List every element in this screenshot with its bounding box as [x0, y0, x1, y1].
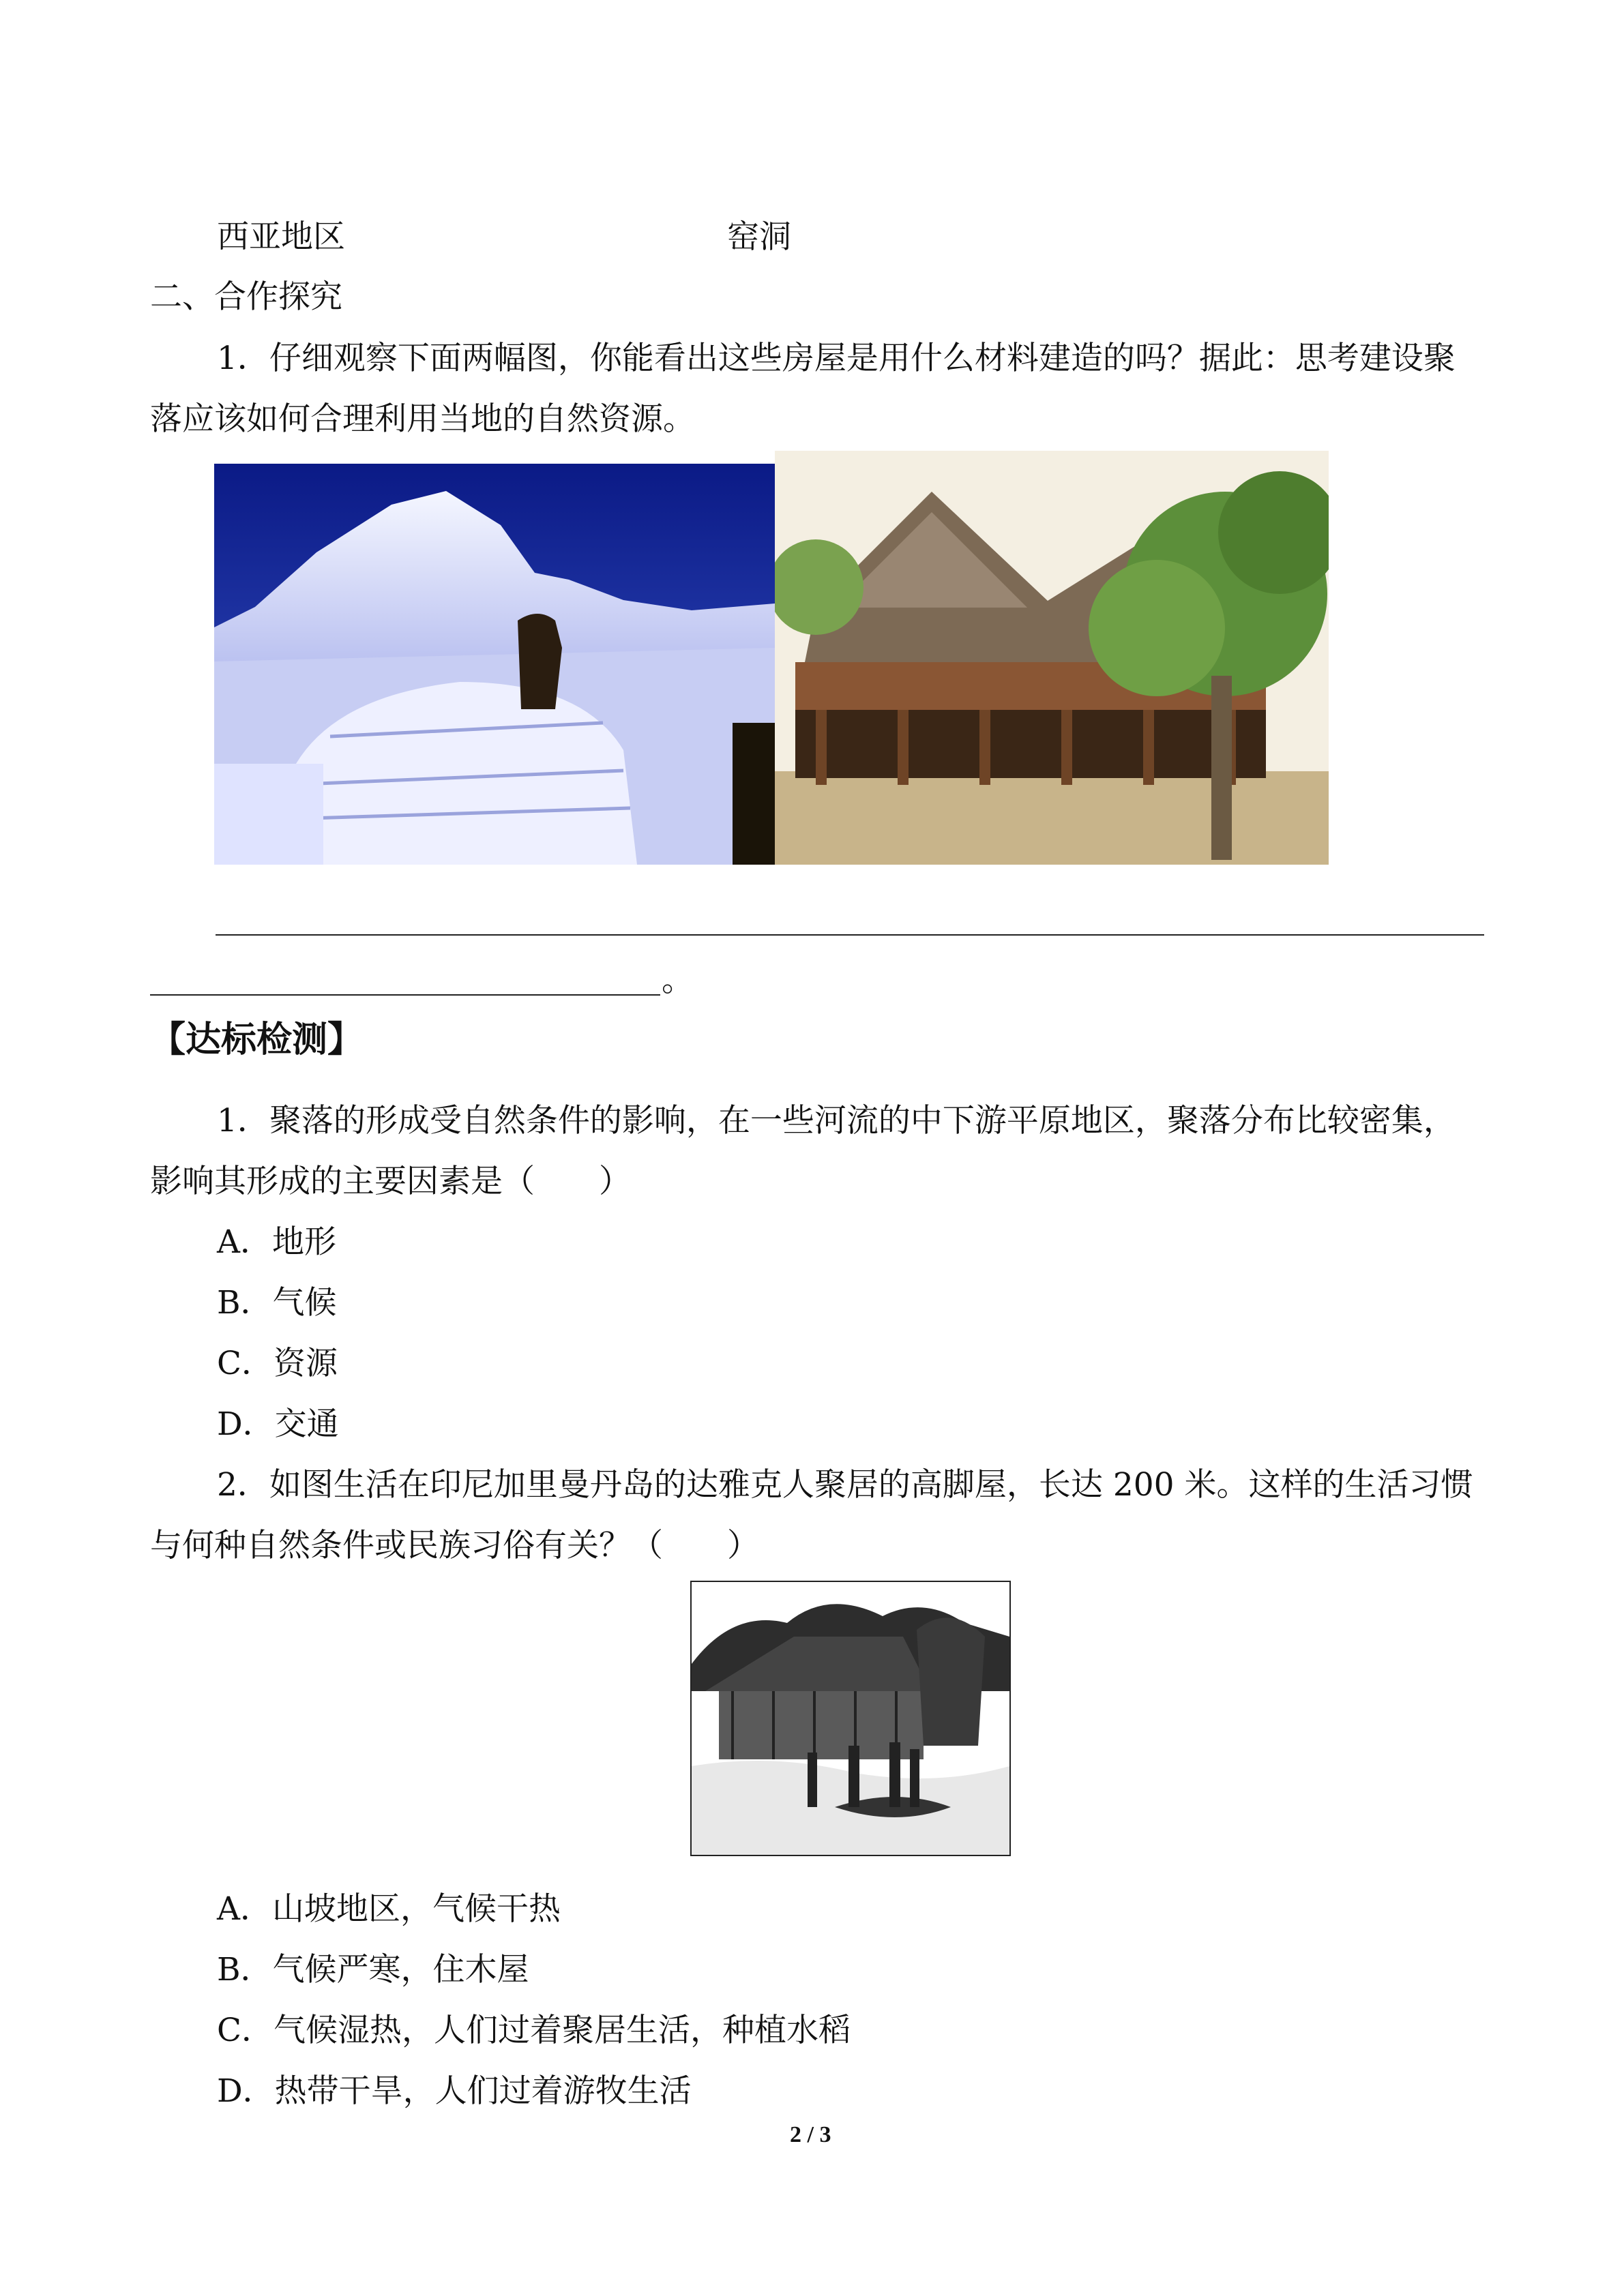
q2-option-c[interactable]: C．气候湿热，人们过着聚居生活，种植水稻 [217, 2012, 851, 2049]
igloo-photo [214, 464, 775, 865]
table-dwelling-cell: 窑洞 [727, 218, 791, 256]
q1-text-line2: 影响其形成的主要因素是（ ） [150, 1163, 631, 1200]
q2-text-line2: 与何种自然条件或民族习俗有关？（ ） [150, 1527, 759, 1564]
q2-option-a[interactable]: A．山坡地区，气候干热 [217, 1890, 561, 1928]
wooden-house-photo [775, 451, 1329, 865]
q1-text-line1: 1．聚落的形成受自然条件的影响，在一些河流的中下游平原地区，聚落分布比较密集， [217, 1102, 1456, 1139]
q2-option-b[interactable]: B．气候严寒，住木屋 [217, 1951, 529, 1988]
table-region-cell: 西亚地区 [217, 218, 345, 256]
answer-end-mark: 。 [662, 961, 694, 999]
section-title: 二、合作探究 [150, 278, 342, 316]
answer-line-2[interactable] [150, 994, 660, 996]
stilt-house-illustration [690, 1581, 1011, 1856]
question-text-line2: 落应该如何合理利用当地的自然资源。 [150, 400, 695, 438]
q2-option-d[interactable]: D．热带干旱，人们过着游牧生活 [217, 2072, 692, 2110]
q2-text-line1: 2．如图生活在印尼加里曼丹岛的达雅克人聚居的高脚屋，长达 200 米。这样的生活习惯 [217, 1466, 1473, 1504]
q1-option-b[interactable]: B．气候 [217, 1284, 337, 1322]
page-number: 2 / 3 [790, 2122, 831, 2147]
q1-option-d[interactable]: D．交通 [217, 1405, 339, 1443]
question-text-line1: 1．仔细观察下面两幅图，你能看出这些房屋是用什么材料建造的吗？据此：思考建设聚 [217, 340, 1456, 377]
answer-line-1[interactable] [216, 934, 1484, 936]
q1-option-c[interactable]: C．资源 [217, 1345, 338, 1382]
test-heading: 【达标检测】 [150, 1019, 364, 1060]
q1-option-a[interactable]: A．地形 [217, 1223, 336, 1261]
